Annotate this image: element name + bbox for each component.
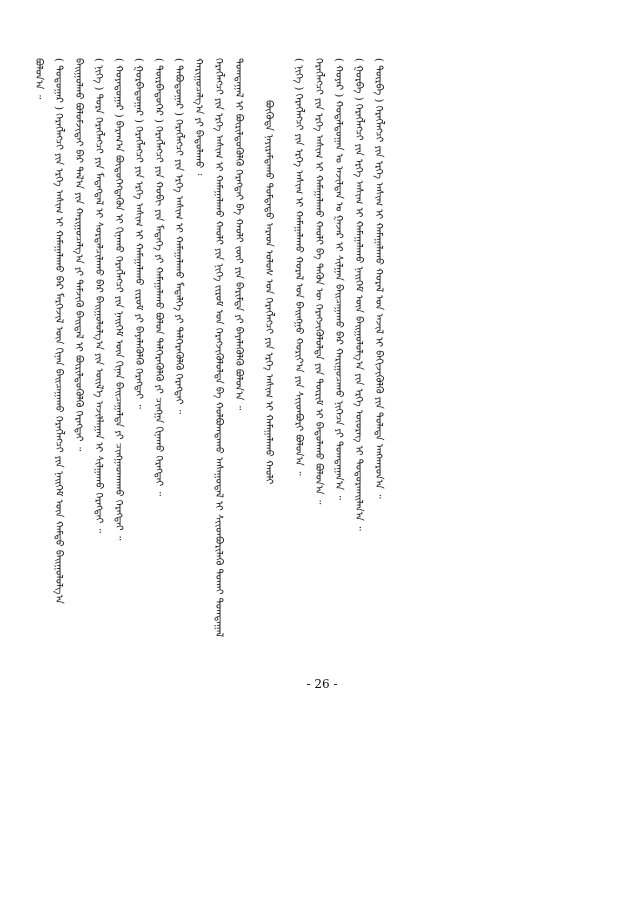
text-column-17: ( ᠳᠥᠷᠪᠡ ) ᠬᠡᠷᠡᠭᠯᠡᠭᠴᠢ ᠶᠢᠨ ᠡᠷᠬᠡ ᠠᠰᠢᠭ ᠢ ᠬᠠᠮᠠᠭᠠᠯᠠᠬᠤ ᠬᠤᠷᠠᠯ ᠤᠨ ᠠᠵᠢᠯ ᠢ ᠪᠡᠬᠢᠵᠢᠭᠦᠯᠬᠦ ᠶᠢᠨ ᠲᠤᠯᠠᠳᠠ ᠠᠩᠬᠠᠷᠤᠨ᠎ᠠ ᠃ (373, 58, 384, 499)
text-column-16: ( ᠭᠤᠷᠪᠠ ) ᠬᠡᠷᠡᠭᠯᠡᠭᠴᠢ ᠶᠢᠨ ᠡᠷᠬᠡ ᠠᠰᠢᠭ ᠢ ᠬᠠᠮᠠᠭᠠᠯᠠᠬᠤ ᠨᠡᠢᠭᠡᠮ ᠦᠨ ᠪᠠᠢᠭᠤᠯᠤᠯᠭ᠎ᠠ ᠶᠢᠨ ᠡᠷᠬᠡ ᠦᠦᠷᠡᠭ ᠢ ᠲᠣᠳᠤᠷᠬᠠᠢᠯᠠᠨ᠎ᠠ ᠃ (353, 58, 364, 531)
text-column-1: ᠪᠣᠯᠤᠨ᠎ᠠ ᠃ (33, 58, 44, 100)
text-column-11: ᠲᠣᠭᠲᠠᠭᠠᠯ ᠢ ᠪᠦᠷᠢᠯᠳᠦᠭᠦᠯᠬᠦ ᠬᠡᠷᠡᠭᠲᠡᠢ ᠪᠠ ᠬᠠᠤᠯᠢ ᠵᠦᠢ ᠶᠢᠨ ᠪᠠᠷᠢᠮᠲᠠ ᠶᠢ ᠪᠡᠶᠡᠯᠡᠭᠦᠯᠬᠦ ᠪᠣᠯᠤᠨ᠎ᠠ ᠃ (233, 58, 244, 411)
text-column-7: ( ᠳᠥᠷᠪᠡᠳᠦᠭᠡᠷ ) ᠬᠡᠷᠡᠭᠯᠡᠭᠴᠢ ᠶᠢᠨ ᠬᠤᠪᠢ ᠶᠢᠨ ᠮᠡᠳᠡᠭᠡ ᠶᠢ ᠬᠠᠮᠠᠭᠠᠯᠠᠬᠤ ᠪᠤᠯᠤᠨ ᠳᠡᠯᠭᠡᠷᠡᠭᠦᠯᠬᠦ ᠶᠢ ᠴᠢᠩᠭᠠ ᠬᠢᠨᠠᠬᠤ ᠬᠡᠷᠡᠭᠲᠡᠢ ᠃ (153, 58, 164, 496)
text-column-9: ᠬᠠᠷᠢᠭᠤᠴᠠᠯᠭ᠎ᠠ ᠶᠢ ᠪᠠᠳᠤᠯᠠᠬᠤ ᠄ (193, 58, 204, 176)
text-column-14: ᠬᠡᠷᠡᠭᠯᠡᠭᠴᠢ ᠶᠢᠨ ᠡᠷᠬᠡ ᠠᠰᠢᠭ ᠢ ᠬᠠᠮᠠᠭᠠᠯᠠᠬᠤ ᠬᠠᠤᠯᠢ ᠪᠠ ᠲᠡᠭᠦᠨ ᠦ ᠬᠡᠷᠡᠭᠵᠢᠭᠦᠯᠦᠯᠲᠡ ᠶᠢᠨ ᠳᠦᠷᠢᠮ ᠢ ᠪᠠᠲᠤᠯᠠᠬᠤ ᠪᠣᠯᠤᠨ᠎ᠠ ᠃ (313, 58, 324, 505)
page-number: - 26 - (306, 677, 338, 691)
text-column-6: ( ᠭᠤᠷᠪᠠᠳᠤᠭᠠᠷ ) ᠬᠡᠷᠡᠭᠯᠡᠭᠴᠢ ᠶᠢᠨ ᠡᠷᠬᠡ ᠠᠰᠢᠭ ᠢ ᠬᠠᠮᠠᠭᠠᠯᠠᠬᠤ ᠵᠢᠷᠤᠮ ᠶᠢ ᠪᠡᠶᠡᠯᠡᠭᠦᠯᠬᠦ ᠬᠡᠷᠡᠭᠲᠡᠢ ᠃ (133, 58, 144, 409)
text-column-2: ( ᠳᠤᠳᠤᠭᠠᠷ ) ᠬᠡᠷᠡᠭᠯᠡᠭᠴᠢ ᠶᠢᠨ ᠡᠷᠬᠡ ᠠᠰᠢᠭ ᠢ ᠬᠠᠮᠠᠭᠠᠯᠠᠬᠤ ᠪᠠᠷ ᠮᠡᠷᠭᠡᠵᠢᠯ ᠦᠨ ᠬᠢᠨᠠᠨ ᠪᠠᠢᠴᠠᠭᠠᠬᠤ ᠬᠡᠷᠡᠭᠯᠡᠭᠴᠢ ᠶᠢᠨ ᠨᠡᠢᠭᠡᠮ ᠦᠨ ᠬᠠᠮᠲᠤ ᠪᠠᠢᠭᠤᠯᠤᠯᠭ᠎ᠠ (53, 58, 64, 604)
text-column-15: ( ᠬᠣᠶᠠᠷ ) ᠬᠤᠳᠠᠯᠳᠤᠭᠠᠨ ᠤ ᠠᠵᠢᠯᠲᠠᠨ ᠤ ᠭᠠᠵᠠᠷ ᠢ ᠰᠢᠯᠭᠠᠨ ᠪᠠᠢᠴᠠᠭᠠᠬᠤ ᠪᠠᠷ ᠬᠠᠷᠢᠭᠤᠴᠠᠬᠤ ᠨᠢᠭᠡᠴᠡ ᠶᠢ ᠲᠣᠭᠲᠠᠭᠠᠨ᠎ᠠ ᠃ (333, 58, 344, 500)
text-column-3: ᠪᠠᠢᠭᠤᠯᠬᠤ ᠪᠣᠯᠤᠮᠵᠢᠲᠠᠢ ᠪᠡᠷ ᠲᠠᠯ᠎ᠠ ᠶᠢᠨ ᠬᠠᠷᠢᠭᠤᠴᠠᠯᠭ᠎ᠠ ᠶᠢ ᠳᠡᠮᠵᠢᠬᠦ ᠪᠠᠢᠳᠠᠯ ᠢ ᠪᠦᠷᠢᠯᠳᠦᠭᠦᠯᠬᠦ ᠬᠡᠷᠡᠭᠲᠡᠢ ᠃ (73, 58, 84, 452)
text-column-13: ( ᠨᠢᠭᠡ ) ᠬᠡᠷᠡᠭᠯᠡᠭᠴᠢ ᠶᠢᠨ ᠡᠷᠬᠡ ᠠᠰᠢᠭ ᠢ ᠬᠠᠮᠠᠭᠠᠯᠠᠬᠤ ᠬᠤᠷᠠᠯ ᠤᠨ ᠪᠠᠢᠩᠭᠤ ᠬᠣᠷᠢᠶ᠎ᠠ ᠶᠢᠨ ᠰᠢᠢᠳᠪᠦᠷᠢ ᠪᠣᠯᠤᠨ᠎ᠠ ᠃ (293, 58, 304, 476)
text-column-5: ( ᠬᠣᠶᠠᠳᠤᠭᠠᠷ ) ᠪᠠᠷᠠᠭ᠎ᠠ ᠪᠦᠲᠦᠭᠡᠭᠳᠡᠬᠦᠨ ᠢ ᠬᠢᠨᠠᠬᠤ ᠬᠡᠷᠡᠭᠯᠡᠭᠴᠢ ᠶᠢᠨ ᠨᠡᠢᠭᠡᠮ ᠦᠨ ᠬᠢᠨᠠᠨ ᠪᠠᠢᠴᠠᠭᠠᠯᠲᠠ ᠶᠢ ᠴᠢᠩᠭᠠᠳᠬᠠᠬᠤ ᠬᠡᠷᠡᠭᠲᠡᠢ ᠃ (113, 58, 124, 541)
text-column-10: ᠬᠡᠷᠡᠭᠯᠡᠭᠴᠢ ᠶᠢᠨ ᠡᠷᠬᠡ ᠠᠰᠢᠭ ᠢ ᠬᠠᠮᠠᠭᠠᠯᠠᠬᠤ ᠬᠠᠤᠯᠢ ᠶᠢᠨ ᠨᠢᠭᠡ ᠵᠢᠷᠤᠮ ᠤᠨ ᠬᠡᠷᠡᠭᠵᠢᠭᠦᠯᠦᠯᠲᠡ ᠪᠠ ᠬᠣᠯᠪᠣᠭᠳᠠᠬᠤ ᠠᠰᠠᠭᠤᠳᠠᠯ ᠢ ᠰᠢᠢᠳᠪᠦᠷᠢᠯᠡᠬᠦ ᠲᠤᠬᠠᠢ ᠲᠣᠭᠲᠠᠭᠠᠯ (213, 58, 224, 638)
text-column-4: ( ᠨᠢᠭᠡ ) ᠳᠤᠷᠠ ᠬᠡᠷᠡᠭᠯᠡᠭᠴᠢ ᠶᠢᠨ ᠮᠡᠳᠡᠭᠳᠡᠯ ᠢ ᠰᠤᠷᠲᠠᠯᠴᠢᠯᠠᠬᠤ ᠪᠡᠷ ᠪᠠᠢᠭᠤᠯᠤᠯᠭ᠎ᠠ ᠶᠢᠨ ᠦᠢᠯ᠎ᠡ ᠠᠵᠢᠯᠯᠠᠭᠠᠨ ᠢ ᠰᠢᠯᠭᠠᠬᠤ ᠬᠡᠷᠡᠭᠲᠡᠢ ᠃ (93, 58, 104, 533)
text-column-12: ᠪᠦᠭᠦᠳᠡ ᠨᠠᠶᠢᠷᠠᠮᠳᠠᠬᠤ ᠳᠤᠮᠳᠠᠳᠤ ᠠᠷᠠᠳ ᠤᠯᠤᠰ ᠤᠨ ᠬᠡᠷᠡᠭᠯᠡᠭᠴᠢ ᠶᠢᠨ ᠡᠷᠬᠡ ᠠᠰᠢᠭ ᠢ ᠬᠠᠮᠠᠭᠠᠯᠠᠬᠤ ᠬᠠᠤᠯᠢ (263, 100, 274, 485)
text-column-8: ( ᠲᠠᠪᠤᠳᠤᠭᠠᠷ ) ᠬᠡᠷᠡᠭᠯᠡᠭᠴᠢ ᠶᠢᠨ ᠡᠷᠬᠡ ᠠᠰᠢᠭ ᠢ ᠬᠠᠮᠠᠭᠠᠯᠠᠬᠤ ᠮᠡᠳᠡᠯᠭᠡ ᠶᠢ ᠳᠡᠯᠭᠡᠷᠡᠭᠦᠯᠬᠦ ᠬᠡᠷᠡᠭᠲᠡᠢ ᠃ (173, 58, 184, 415)
